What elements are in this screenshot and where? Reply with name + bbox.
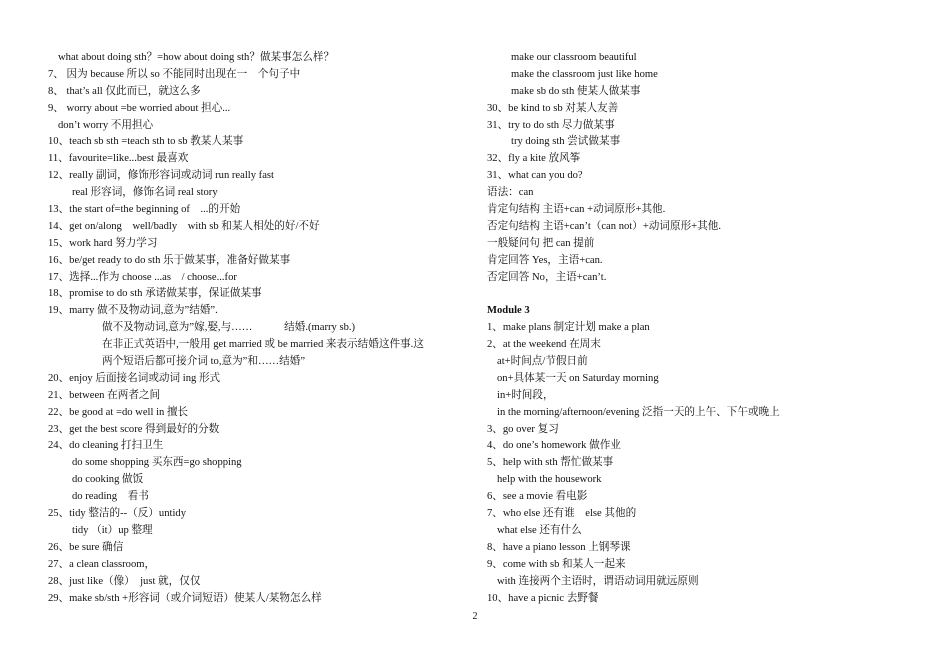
note-line: 1、make plans 制定计划 make a plan: [487, 322, 650, 334]
note-line: 11、favourite=like...best 最喜欢: [48, 153, 189, 165]
note-line: 肯定回答 Yes，主语+can.: [487, 254, 603, 266]
note-line: 27、a clean classroom，: [48, 558, 156, 570]
note-line: 否定回答 No，主语+can’t.: [487, 271, 607, 283]
note-line: 25、tidy 整洁的--（反）untidy: [48, 508, 187, 520]
left-column: [48, 50, 468, 607]
note-line: 否定句结构 主语+can’t（can not）+动词原形+其他.: [487, 220, 721, 232]
note-line: 在非正式英语中,一般用 get married 或 be married 来表示结婚这件事.这: [102, 339, 424, 351]
note-line: in the morning/afternoon/evening 泛指一天的上午、下午或晚上: [497, 406, 780, 418]
note-line: make the classroom just like home: [511, 68, 658, 80]
note-line: 语法：can: [487, 187, 534, 199]
note-line: 9、 worry about =be worried about 担心...: [48, 102, 231, 114]
note-line: 8、 that’s all 仅此而已，就这么多: [48, 85, 201, 97]
note-line: 23、get the best score 得到最好的分数: [48, 423, 220, 435]
note-line: 15、work hard 努力学习: [48, 237, 158, 249]
note-line: 10、teach sb sth =teach sth to sb 教某人某事: [48, 136, 244, 148]
note-line: 31、try to do sth 尽力做某事: [487, 119, 615, 131]
note-line: 26、be sure 确信: [48, 541, 124, 553]
note-line: try doing sth 尝试做某事: [511, 136, 621, 148]
note-line: 24、do cleaning 打扫卫生: [48, 440, 164, 452]
note-line: 8、have a piano lesson 上钢琴课: [487, 541, 631, 553]
note-line: 12、really 副词，修饰形容词或动词 run really fast: [48, 170, 274, 182]
note-line: 20、enjoy 后面接名词或动词 ing 形式: [48, 372, 221, 384]
note-line: do some shopping 买东西=go shopping: [72, 457, 242, 469]
note-line: 9、come with sb 和某人一起来: [487, 558, 626, 570]
note-line: 18、promise to do sth 承诺做某事，保证做某事: [48, 288, 262, 300]
right-column: [487, 50, 927, 607]
note-line: 30、be kind to sb 对某人友善: [487, 102, 619, 114]
note-line: make our classroom beautiful: [511, 52, 637, 63]
note-line: 5、help with sth 帮忙做某事: [487, 457, 614, 469]
blank-line: [487, 286, 927, 303]
note-line: at+时间点/节假日前: [497, 356, 588, 368]
note-line: 32、fly a kite 放风筝: [487, 153, 581, 165]
note-line: 2、at the weekend 在周末: [487, 339, 601, 351]
note-line: don’t worry 不用担心: [58, 119, 154, 131]
note-line: real 形容词，修饰名词 real story: [72, 187, 218, 199]
note-line: 4、do one’s homework 做作业: [487, 440, 621, 452]
note-line: 两个短语后都可接介词 to,意为”和……结婚”: [102, 356, 306, 368]
note-line: what else 还有什么: [497, 524, 582, 536]
note-line: 7、who else 还有谁 else 其他的: [487, 508, 637, 520]
note-line: in+时间段，: [497, 389, 554, 401]
note-line: 17、选择...作为 choose ...as / choose...for: [48, 271, 237, 283]
section-heading: Module 3: [487, 305, 530, 317]
note-line: 16、be/get ready to do sth 乐于做某事，准备好做某事: [48, 254, 291, 266]
note-line: 13、the start of=the beginning of ...的开始: [48, 204, 241, 216]
note-line: 肯定句结构 主语+can +动词原形+其他.: [487, 204, 666, 216]
note-line: 21、between 在两者之间: [48, 389, 161, 401]
note-line: what about doing sth？=how about doing sth？做某事怎么样？: [58, 52, 335, 63]
note-line: 10、have a picnic 去野餐: [487, 592, 599, 604]
note-line: on+具体某一天 on Saturday morning: [497, 372, 659, 384]
note-line: 7、 因为 because 所以 so 不能同时出现在一 个句子中: [48, 68, 301, 80]
note-line: 一般疑问句 把 can 提前: [487, 237, 595, 249]
note-line: 做不及物动词,意为”嫁,娶,与…… 结婚.(marry sb.): [102, 322, 356, 334]
note-line: 14、get on/along well/badly with sb 和某人相处的好/不好: [48, 220, 320, 232]
note-line: tidy （it）up 整理: [72, 524, 153, 536]
note-line: help with the housework: [497, 474, 602, 486]
note-line: 28、just like（像） just 就，仅仅: [48, 575, 201, 587]
note-line: with 连接两个主语时，谓语动词用就远原则: [497, 575, 699, 587]
note-line: do cooking 做饭: [72, 474, 144, 486]
note-line: 19、marry 做不及物动词,意为”结婚”.: [48, 305, 218, 317]
note-line: make sb do sth 使某人做某事: [511, 85, 641, 97]
page-number: 2: [472, 611, 478, 622]
note-line: do reading 看书: [72, 491, 149, 503]
note-line: 6、see a movie 看电影: [487, 491, 588, 503]
note-line: 29、make sb/sth +形容词（或介词短语）使某人/某物怎么样: [48, 592, 322, 604]
note-line: 31、what can you do?: [487, 170, 583, 182]
note-line: 3、go over 复习: [487, 423, 559, 435]
note-line: 22、be good at =do well in 擅长: [48, 406, 189, 418]
